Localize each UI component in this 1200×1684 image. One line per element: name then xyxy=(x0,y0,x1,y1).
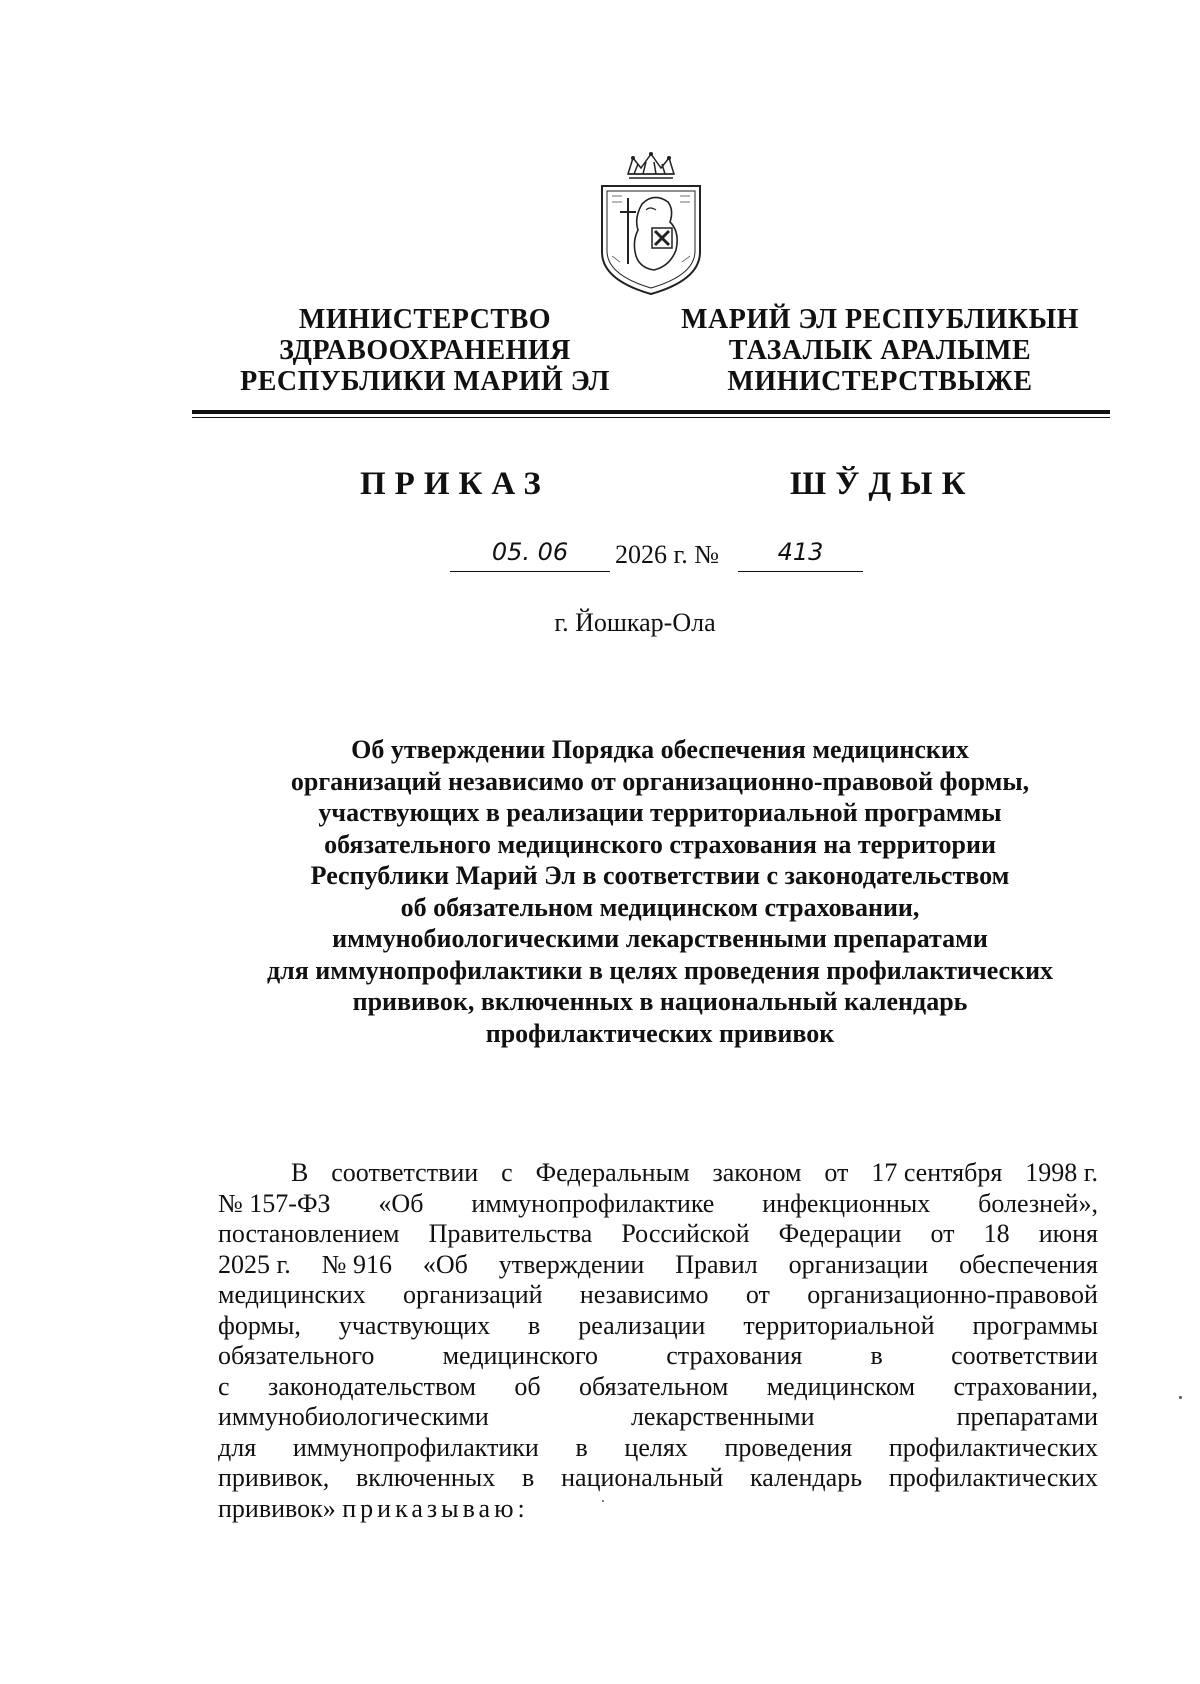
body-word: медицинского xyxy=(442,1341,598,1370)
ministry-ru-line: РЕСПУБЛИКИ МАРИЙ ЭЛ xyxy=(240,366,610,397)
header-divider-thick xyxy=(192,410,1110,414)
body-word: включенных xyxy=(356,1463,496,1492)
body-word: страховании, xyxy=(953,1371,1098,1401)
body-word: законодательством xyxy=(267,1371,477,1401)
body-word: Российской xyxy=(621,1219,750,1248)
body-word: профилактических xyxy=(888,1463,1098,1492)
body-word: от xyxy=(824,1158,849,1187)
body-word: от xyxy=(745,1280,770,1309)
title-line: прививок, включенных в национальный календарь xyxy=(352,987,968,1016)
body-line xyxy=(218,1280,1098,1311)
order-year-number-label: 2026 г. № xyxy=(615,540,720,569)
body-word: проведения xyxy=(724,1432,853,1462)
header-divider-thin xyxy=(192,417,1110,418)
body-word: календарь xyxy=(749,1463,863,1492)
body-word: постановлением xyxy=(218,1219,400,1248)
body-line xyxy=(218,1494,1098,1525)
body-word: профилактических xyxy=(888,1432,1098,1462)
order-label-mari: ШЎДЫК xyxy=(790,466,975,502)
coat-of-arms-icon xyxy=(598,152,704,298)
order-verb: приказываю: xyxy=(342,1493,529,1523)
body-word: В xyxy=(291,1158,309,1187)
body-line xyxy=(218,1463,1098,1494)
body-word: «Об xyxy=(378,1188,424,1218)
title-line: организаций независимо от организационно-правовой формы, xyxy=(290,766,1030,796)
title-line: Об утверждении Порядка обеспечения медицинских xyxy=(351,735,969,764)
body-word: национальный xyxy=(561,1463,724,1492)
body-word: № 157-ФЗ xyxy=(218,1188,331,1218)
city-name: г. Йошкар-Ола xyxy=(554,608,716,637)
body-word: «Об xyxy=(422,1249,468,1279)
body-word: Федерации xyxy=(778,1219,902,1248)
body-line xyxy=(218,1402,1098,1433)
body-word: обязательном xyxy=(579,1371,729,1401)
body-word: медицинских xyxy=(218,1280,366,1309)
number-underline xyxy=(738,571,863,572)
ministry-name-ru xyxy=(225,304,625,397)
body-word: организационно-правовой xyxy=(807,1280,1098,1309)
ministry-mari-line: ТАЗАЛЫК АРАЛЫМЕ xyxy=(728,335,1032,366)
body-line xyxy=(218,1433,1098,1464)
body-word: утверждении xyxy=(498,1249,645,1279)
body-word: участвующих xyxy=(338,1310,491,1340)
title-line: для иммунопрофилактики в целях проведения профилактических xyxy=(266,955,1054,985)
body-word: июня xyxy=(1038,1219,1098,1248)
body-word: иммунопрофилактики xyxy=(292,1432,539,1462)
body-word: территориальной xyxy=(743,1310,935,1340)
body-word: 17 сентября xyxy=(871,1158,1003,1187)
body-word: формы, xyxy=(218,1310,301,1340)
body-word: с xyxy=(218,1371,230,1401)
body-paragraph xyxy=(218,1158,1098,1524)
body-word: прививок, xyxy=(218,1463,330,1492)
body-word: соответствии xyxy=(331,1158,479,1187)
document-title xyxy=(200,734,1120,1049)
body-word: организации xyxy=(788,1249,929,1279)
body-word: инфекционных xyxy=(762,1188,931,1218)
body-word: страхования xyxy=(666,1341,803,1370)
body-line xyxy=(218,1250,1098,1281)
body-word: № 916 xyxy=(321,1249,392,1279)
body-word: прививок» xyxy=(218,1493,336,1523)
body-word: иммунобиологическими xyxy=(218,1402,489,1431)
ministry-ru-line: ЗДРАВООХРАНЕНИЯ xyxy=(279,335,571,366)
order-label-ru: ПРИКАЗ xyxy=(360,466,550,502)
body-word: в xyxy=(522,1463,535,1492)
scan-speck xyxy=(1179,1396,1182,1399)
body-word: программы xyxy=(972,1310,1098,1340)
body-word: 2025 г. xyxy=(218,1249,291,1279)
body-word: обязательного xyxy=(218,1341,375,1370)
body-word: Федеральным xyxy=(535,1158,690,1187)
body-word: Правил xyxy=(675,1249,758,1279)
body-line xyxy=(218,1189,1098,1220)
body-line xyxy=(218,1372,1098,1403)
body-word: 18 xyxy=(983,1219,1010,1248)
ministry-ru-line: МИНИСТЕРСТВО xyxy=(298,304,552,335)
body-line xyxy=(218,1311,1098,1342)
body-word: целях xyxy=(624,1432,688,1462)
body-word: 1998 г. xyxy=(1025,1158,1098,1187)
date-number-line xyxy=(0,538,1200,578)
body-line xyxy=(218,1158,1098,1189)
body-word: иммунопрофилактике xyxy=(471,1188,715,1218)
body-word: для xyxy=(218,1432,257,1462)
body-word: организаций xyxy=(402,1280,543,1309)
title-line: об обязательном медицинском страховании, xyxy=(400,892,920,922)
body-word: реализации xyxy=(578,1310,706,1340)
body-word: с xyxy=(501,1158,513,1187)
body-line xyxy=(218,1341,1098,1372)
ministry-mari-line: МИНИСТЕРСТВЫЖЕ xyxy=(727,366,1033,397)
ministry-mari-line: МАРИЙ ЭЛ РЕСПУБЛИКЫН xyxy=(681,304,1079,335)
body-word: медицинском xyxy=(766,1371,916,1401)
body-word: соответствии xyxy=(951,1341,1098,1370)
body-word: в xyxy=(528,1310,541,1340)
scan-speck xyxy=(602,1500,604,1502)
title-line: Республики Марий Эл в соответствии с законодательством xyxy=(310,861,1010,890)
date-underline xyxy=(450,571,610,572)
title-line: участвующих в реализации территориальной программы xyxy=(318,798,1002,827)
body-word: болезней», xyxy=(978,1188,1098,1218)
body-line xyxy=(218,1219,1098,1250)
title-line: профилактических прививок xyxy=(485,1018,835,1048)
order-number-handwritten: 413 xyxy=(777,538,824,566)
body-word: обеспечения xyxy=(959,1249,1098,1279)
body-word: Правительства xyxy=(428,1219,593,1248)
body-word: препаратами xyxy=(956,1402,1098,1431)
title-line: обязательного медицинского страхования на территории xyxy=(324,829,996,859)
body-word: в xyxy=(575,1432,588,1462)
body-word: об xyxy=(514,1371,541,1401)
title-line: иммунобиологическими лекарственными препаратами xyxy=(332,924,988,953)
body-word: от xyxy=(930,1219,955,1248)
body-word: независимо xyxy=(579,1280,709,1309)
body-word: лекарственными xyxy=(630,1402,815,1431)
body-word: в xyxy=(870,1341,883,1370)
body-word: законом xyxy=(712,1158,802,1187)
ministry-name-mari xyxy=(660,304,1100,397)
order-date-handwritten: 05. 06 xyxy=(491,538,569,566)
